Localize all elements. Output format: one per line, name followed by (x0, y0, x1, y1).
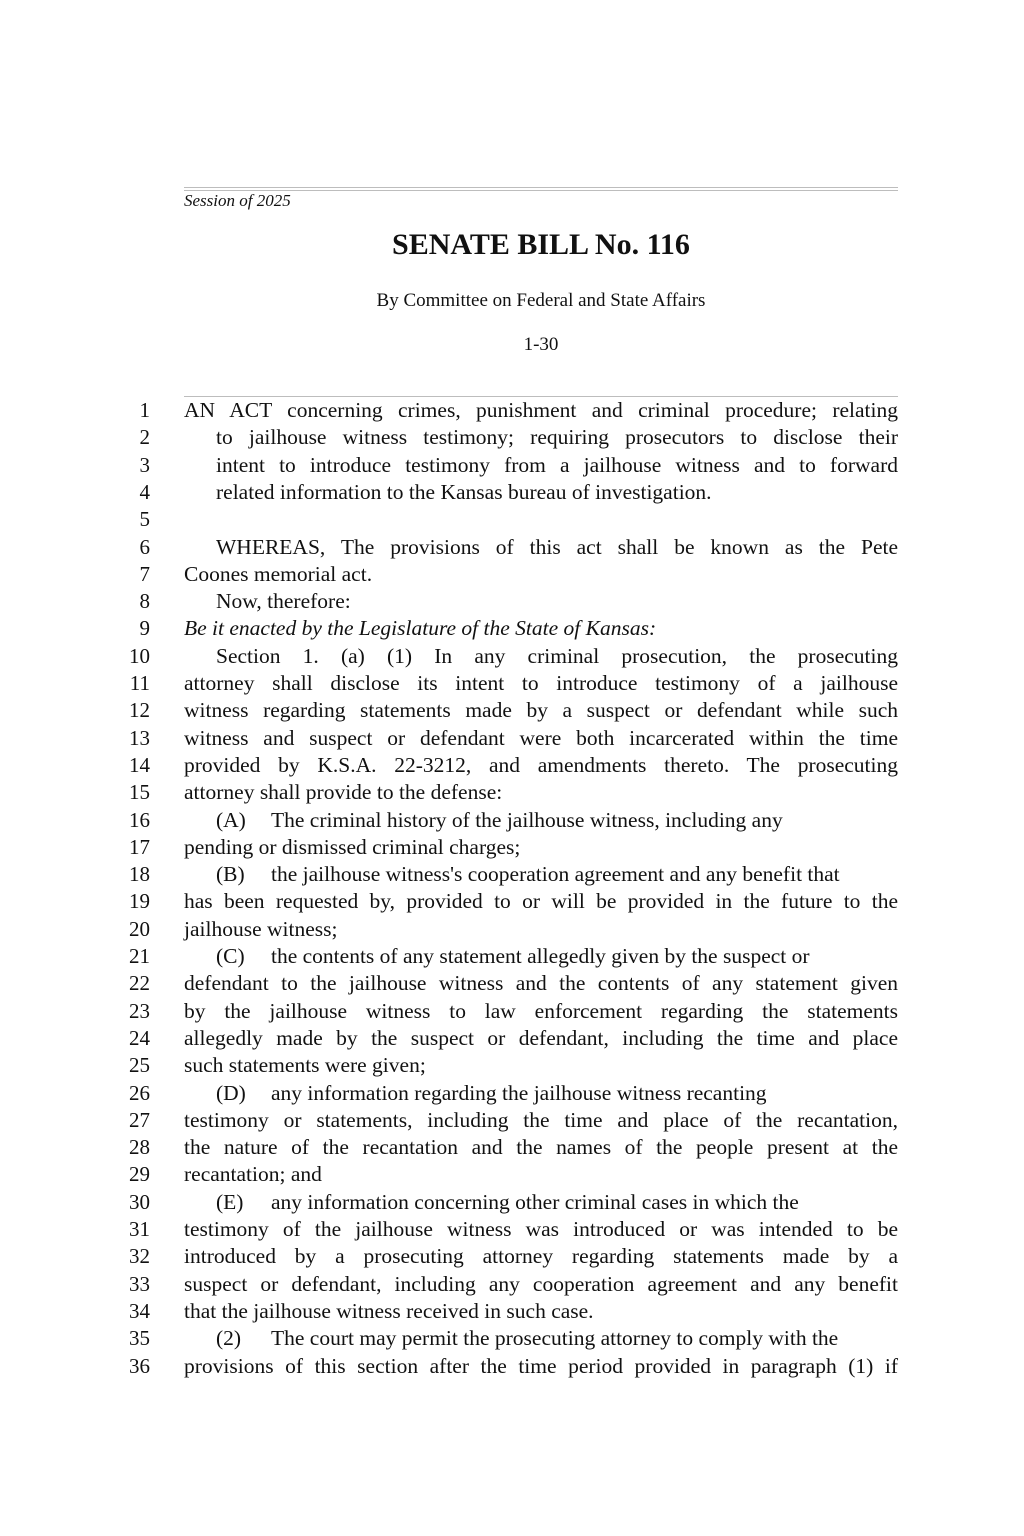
line-text (216, 861, 898, 888)
subsection-label: (A) (216, 807, 246, 832)
bill-line (0, 1271, 1024, 1298)
bill-line (0, 615, 1024, 642)
bill-line (0, 643, 1024, 670)
header-rule-top-second (184, 190, 898, 191)
line-text: Be it enacted by the Legislature of the State of Kansas: (184, 616, 657, 641)
line-number: 26 (129, 1080, 150, 1105)
line-text: Now, therefore: (216, 589, 351, 614)
line-text: to jailhouse witness testimony; requiring prosecutors to disclose their (216, 425, 898, 450)
bill-line (0, 725, 1024, 752)
line-text: suspect or defendant, including any cooperation agreement and any benefit (184, 1271, 898, 1296)
bill-line (0, 506, 1024, 533)
line-number: 19 (129, 889, 150, 914)
line-number: 12 (129, 698, 150, 723)
line-number: 3 (139, 452, 150, 477)
line-text: the nature of the recantation and the names of the people present at the (184, 1135, 898, 1160)
line-number: 20 (129, 916, 150, 941)
bill-line (0, 561, 1024, 588)
bill-sponsor: By Committee on Federal and State Affairs (376, 290, 706, 311)
line-number: 1 (139, 398, 150, 422)
bill-line (0, 1052, 1024, 1079)
subsection-text: the jailhouse witness's cooperation agreement and any benefit that (271, 862, 840, 887)
line-text: allegedly made by the suspect or defendant, including the time and place (184, 1025, 898, 1050)
bill-line (0, 1107, 1024, 1134)
bill-line (0, 397, 1024, 424)
line-text: introduced by a prosecuting attorney regarding statements made by a (184, 1244, 898, 1269)
line-text: attorney shall provide to the defense: (184, 780, 503, 805)
line-number: 18 (129, 862, 150, 887)
bill-line (0, 479, 1024, 506)
bill-line (0, 1243, 1024, 1270)
line-text: related information to the Kansas bureau of investigation. (216, 479, 712, 504)
line-text: defendant to the jailhouse witness and the contents of any statement given (184, 971, 898, 996)
line-number: 7 (139, 561, 150, 586)
line-number: 22 (129, 971, 150, 996)
bill-line (0, 1161, 1024, 1188)
bill-line (0, 998, 1024, 1025)
line-text: AN ACT concerning crimes, punishment and criminal procedure; relating (184, 398, 898, 422)
line-text (216, 1080, 898, 1107)
header-rule-top (184, 187, 898, 188)
line-number: 5 (139, 507, 150, 532)
bill-line (0, 1353, 1024, 1380)
bill-date: 1-30 (523, 334, 559, 355)
bill-line (0, 1189, 1024, 1216)
bill-line (0, 1025, 1024, 1052)
line-text (216, 1325, 898, 1352)
bill-line (0, 1298, 1024, 1325)
line-number: 33 (129, 1271, 150, 1296)
line-text: recantation; and (184, 1162, 322, 1187)
line-number: 6 (139, 534, 150, 559)
subsection-label: (C) (216, 944, 245, 968)
subsection-text: any information regarding the jailhouse witness recanting (271, 1080, 767, 1105)
bill-line (0, 1080, 1024, 1107)
line-text: that the jailhouse witness received in such case. (184, 1298, 594, 1323)
line-text: has been requested by, provided to or will be provided in the future to the (184, 889, 898, 914)
line-text: provided by K.S.A. 22-3212, and amendments thereto. The prosecuting (184, 752, 898, 777)
bill-line (0, 779, 1024, 806)
subsection-text: The court may permit the prosecuting attorney to comply with the (271, 1326, 839, 1351)
line-text: witness and suspect or defendant were both incarcerated within the time (184, 725, 898, 750)
bill-line (0, 861, 1024, 888)
subsection-label: (E) (216, 1189, 244, 1214)
bill-line (0, 1325, 1024, 1352)
line-number: 29 (129, 1162, 150, 1187)
line-text: by the jailhouse witness to law enforcement regarding the statements (184, 998, 898, 1023)
line-text: pending or dismissed criminal charges; (184, 834, 521, 859)
line-number: 4 (139, 479, 150, 504)
line-number: 36 (129, 1353, 150, 1378)
subsection-text: The criminal history of the jailhouse witness, including any (271, 807, 783, 832)
bill-title: SENATE BILL No. 116 (392, 228, 690, 261)
line-number: 11 (129, 671, 150, 695)
line-text: attorney shall disclose its intent to introduce testimony of a jailhouse (184, 671, 898, 695)
line-number: 25 (129, 1053, 150, 1078)
line-text: testimony or statements, including the time and place of the recantation, (184, 1107, 898, 1132)
line-text (216, 807, 898, 834)
line-text: jailhouse witness; (184, 916, 338, 941)
line-text: Section 1. (a) (1) In any criminal prosecution, the prosecuting (216, 643, 898, 668)
bill-line (0, 943, 1024, 970)
bill-line (0, 834, 1024, 861)
line-number: 8 (139, 589, 150, 614)
line-text: WHEREAS, The provisions of this act shall be known as the Pete (216, 534, 898, 559)
line-number: 27 (129, 1107, 150, 1132)
line-number: 24 (129, 1025, 150, 1050)
line-number: 17 (129, 834, 150, 859)
line-number: 14 (129, 752, 150, 777)
subsection-label: (2) (216, 1326, 242, 1351)
line-text: provisions of this section after the time period provided in paragraph (1) if (184, 1353, 898, 1378)
line-number: 28 (129, 1135, 150, 1160)
bill-line (0, 697, 1024, 724)
line-text: such statements were given; (184, 1053, 426, 1078)
bill-line (0, 424, 1024, 451)
bill-line (0, 888, 1024, 915)
subsection-label: (B) (216, 862, 245, 887)
line-number: 31 (129, 1217, 150, 1241)
line-number: 23 (129, 998, 150, 1023)
line-number: 34 (129, 1298, 150, 1323)
bill-line (0, 452, 1024, 479)
bill-line (0, 1134, 1024, 1161)
line-text: intent to introduce testimony from a jailhouse witness and to forward (216, 452, 898, 477)
line-number: 9 (139, 616, 150, 641)
line-number: 15 (129, 780, 150, 805)
line-number: 2 (139, 425, 150, 450)
line-number: 32 (129, 1244, 150, 1269)
line-number: 13 (129, 725, 150, 750)
line-number: 35 (129, 1326, 150, 1351)
bill-line (0, 670, 1024, 697)
line-text: testimony of the jailhouse witness was introduced or was intended to be (184, 1217, 898, 1241)
line-text (216, 1189, 898, 1216)
line-number: 10 (129, 643, 150, 668)
subsection-text: any information concerning other criminal cases in which the (271, 1189, 799, 1214)
bill-line (0, 916, 1024, 943)
line-number: 16 (129, 807, 150, 832)
line-text (216, 943, 898, 970)
line-text: witness regarding statements made by a suspect or defendant while such (184, 698, 898, 723)
session-label: Session of 2025 (184, 191, 291, 210)
line-number: 30 (129, 1189, 150, 1214)
subsection-label: (D) (216, 1080, 246, 1105)
bill-line (0, 970, 1024, 997)
bill-line (0, 1216, 1024, 1243)
line-text: Coones memorial act. (184, 561, 373, 586)
bill-line (0, 807, 1024, 834)
bill-line (0, 588, 1024, 615)
subsection-text: the contents of any statement allegedly given by the suspect or (271, 944, 810, 968)
bill-line (0, 534, 1024, 561)
bill-line (0, 752, 1024, 779)
line-number: 21 (129, 944, 150, 968)
